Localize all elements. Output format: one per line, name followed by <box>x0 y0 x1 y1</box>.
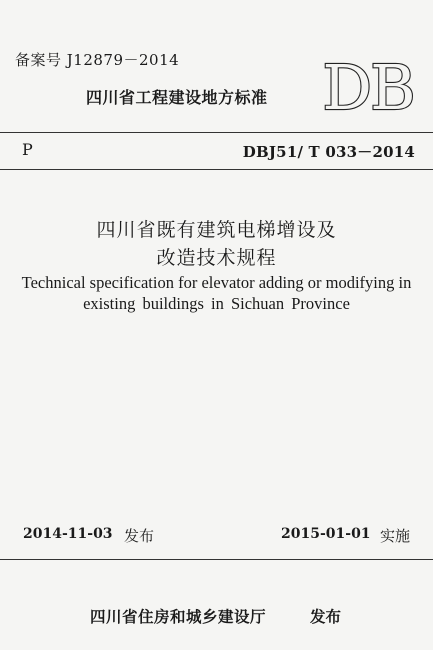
db-logo-text: DB <box>322 54 414 116</box>
standard-type: 四川省工程建设地方标准 <box>86 88 268 107</box>
title-cn-line1: 四川省既有建筑电梯增设及 <box>96 219 337 241</box>
db-logo <box>318 54 418 116</box>
divider-middle <box>0 169 433 170</box>
implement-date: 2015-01-01 <box>281 526 371 542</box>
title-cn-line2: 改造技术规程 <box>156 247 277 269</box>
publisher: 四川省住房和城乡建设厅 <box>90 608 267 626</box>
issue-label: 发布 <box>124 527 155 545</box>
title-en-line2: existing buildings in Sichuan Province <box>83 294 350 313</box>
implement-label: 实施 <box>380 527 411 545</box>
classification-code: P <box>22 140 33 159</box>
publish-label: 发布 <box>310 608 342 626</box>
divider-top <box>0 132 433 133</box>
divider-bottom <box>0 559 433 560</box>
title-en-line1: Technical specification for elevator adding or modifying in <box>21 273 412 292</box>
record-number: 备案号 J12879－2014 <box>15 51 180 69</box>
issue-date: 2014-11-03 <box>23 526 113 542</box>
standard-number: DBJ51/ T 033－2014 <box>242 143 415 161</box>
